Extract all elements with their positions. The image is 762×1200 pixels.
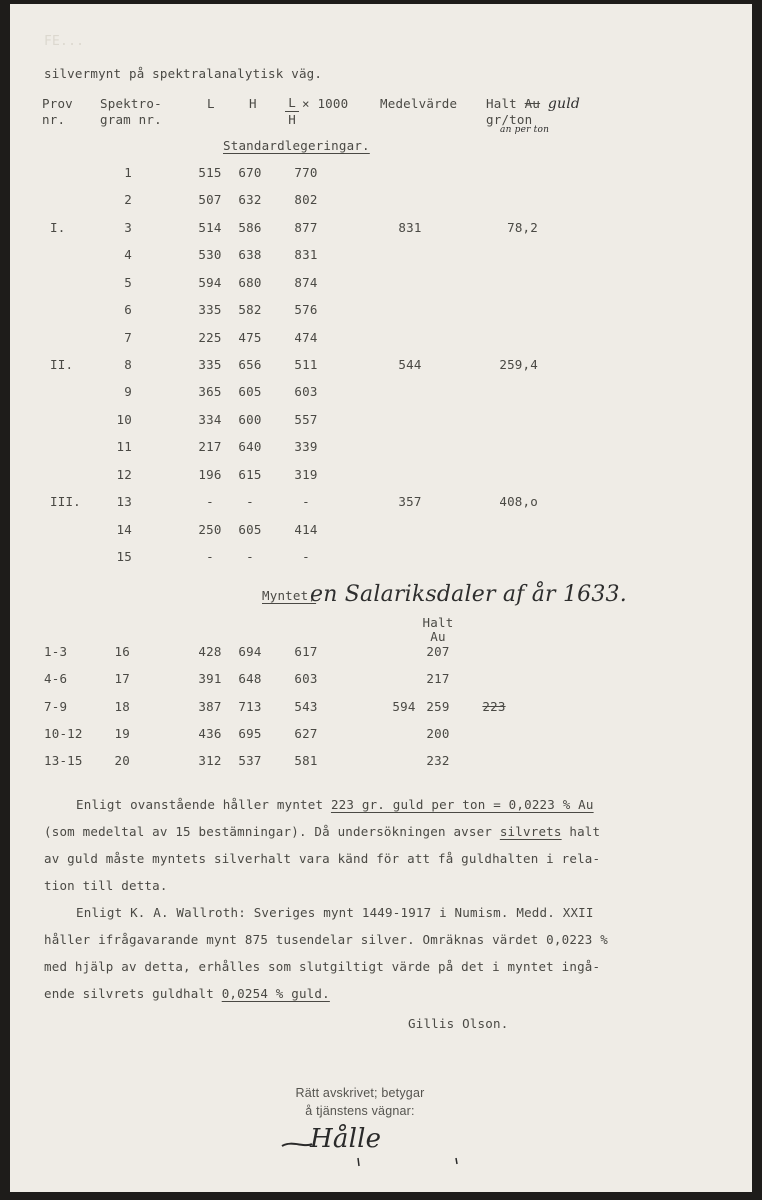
standard-row-halt-cell: 259,4 (499, 357, 538, 372)
standard-row-L-cell: 250 (198, 521, 222, 537)
header-prov: Prov nr. (42, 96, 73, 127)
standard-row-nr-cell: 4 (124, 247, 132, 263)
standard-row-H-cell: 605 (238, 521, 262, 537)
signature-stroke (278, 1132, 478, 1172)
standard-row-LH-cell: 511 (294, 357, 318, 372)
standard-row-nr-cell: 8 (124, 357, 132, 372)
header-L: L (207, 96, 215, 111)
standard-row-prov-cell: II. (50, 357, 74, 372)
section-title-myntet: Myntet, (262, 588, 317, 603)
mynt-row-medel-cell: 594 (392, 698, 416, 714)
standard-row-LH-cell: 414 (294, 521, 318, 537)
standard-row-LH-cell: - (302, 494, 310, 510)
standard-row-nr-cell: 15 (116, 549, 132, 565)
para2-line1: Enligt K. A. Wallroth: Sveriges mynt 1449-1917 i Numism. Medd. XXII (76, 905, 594, 920)
mynt-row-halt-cell: 207 (426, 644, 450, 659)
author-name: Gillis Olson. (408, 1016, 509, 1031)
mynt-row-H-cell: 648 (238, 671, 262, 687)
mynt-row-prov-cell: 10-12 (44, 725, 83, 741)
standard-row-medel-cell: 357 (398, 494, 422, 510)
intro-line: silvermynt på spektralanalytisk väg. (44, 66, 323, 81)
standard-row-H-cell: 586 (238, 219, 262, 235)
mynt-row-H-cell: 694 (238, 644, 262, 659)
standard-row-L-cell: 335 (198, 357, 222, 372)
mynt-row-prov-cell: 13-15 (44, 753, 83, 768)
para1-line1: Enligt ovanstående håller myntet 223 gr. guld per ton = 0,0223 % Au (76, 797, 594, 812)
mynt-row-halt-cell: 217 (426, 671, 450, 687)
header-times-1000: × 1000 (302, 96, 349, 111)
standard-row-nr-cell: 2 (124, 192, 132, 208)
mynt-row-prov-cell: 4-6 (44, 671, 68, 687)
mynt-halt-header: Halt Au (422, 615, 454, 644)
standard-row-LH-cell: 339 (294, 439, 318, 455)
standard-row-nr-cell: 12 (116, 466, 132, 482)
standard-row-medel-cell: 831 (398, 219, 422, 235)
certification-stamp: Rätt avskrivet; betygar å tjänstens vägnar: (295, 1086, 425, 1118)
standard-row-H-cell: 670 (238, 165, 262, 180)
standard-row-L-cell: 196 (198, 466, 222, 482)
standard-row-H-cell: 615 (238, 466, 262, 482)
standard-row-nr-cell: 11 (116, 439, 132, 455)
standard-row-LH-cell: 770 (294, 165, 318, 180)
standard-row-H-cell: 632 (238, 192, 262, 208)
standard-row-L-cell: 217 (198, 439, 222, 455)
mynt-row-struck-cell: 223 (482, 698, 506, 714)
standard-row-L-cell: 507 (198, 192, 222, 208)
standard-row-L-cell: 515 (198, 165, 222, 180)
standard-row-halt-cell: 78,2 (507, 219, 538, 235)
mynt-row-H-cell: 713 (238, 698, 262, 714)
standard-row-nr-cell: 7 (124, 329, 132, 345)
header-halt: Halt Au guld gr/ton (486, 96, 581, 127)
standard-row-medel-cell: 544 (398, 357, 422, 372)
standard-row-LH-cell: 802 (294, 192, 318, 208)
standard-row-nr-cell: 9 (124, 384, 132, 400)
standard-row-nr-cell: 10 (116, 411, 132, 427)
standard-row-L-cell: - (206, 549, 214, 565)
para2-line3: med hjälp av detta, erhålles som slutgiltigt värde på det i myntet ingå- (44, 959, 601, 974)
mynt-row-nr-cell: 18 (114, 698, 130, 714)
mynt-row-nr-cell: 17 (114, 671, 130, 687)
mynt-row-H-cell: 695 (238, 725, 262, 741)
standard-row-LH-cell: 576 (294, 302, 318, 318)
mynt-row-L-cell: 312 (198, 753, 222, 768)
standard-row-halt-cell: 408,o (499, 494, 538, 510)
mynt-row-L-cell: 391 (198, 671, 222, 687)
mynt-row-nr-cell: 16 (114, 644, 130, 659)
mynt-row-halt-cell: 259 (426, 698, 450, 714)
standard-row-nr-cell: 5 (124, 274, 132, 290)
mynt-row-LH-cell: 581 (294, 753, 318, 768)
standard-row-LH-cell: 874 (294, 274, 318, 290)
para1-line3: av guld måste myntets silverhalt vara känd för att få guldhalten i rela- (44, 851, 601, 866)
section-title-standard: Standardlegeringar. (223, 138, 370, 153)
standard-row-L-cell: 530 (198, 247, 222, 263)
standard-row-H-cell: - (246, 494, 254, 510)
standard-row-prov-cell: I. (50, 219, 66, 235)
standard-row-LH-cell: 319 (294, 466, 318, 482)
para1-line2: (som medeltal av 15 bestämningar). Då undersökningen avser silvrets halt (44, 824, 601, 839)
standard-row-nr-cell: 13 (116, 494, 132, 510)
mynt-row-LH-cell: 627 (294, 725, 318, 741)
standard-row-nr-cell: 6 (124, 302, 132, 318)
mynt-row-halt-cell: 232 (426, 753, 450, 768)
mynt-row-L-cell: 428 (198, 644, 222, 659)
standard-row-nr-cell: 14 (116, 521, 132, 537)
header-medelvarde: Medelvärde (380, 96, 458, 111)
standard-row-L-cell: 365 (198, 384, 222, 400)
mynt-row-prov-cell: 1-3 (44, 644, 68, 659)
standard-row-H-cell: 605 (238, 384, 262, 400)
standard-row-L-cell: 334 (198, 411, 222, 427)
mynt-row-H-cell: 537 (238, 753, 262, 768)
section-handwritten-note: en Salariksdaler af år 1633. (310, 582, 627, 607)
signature: Hålle (310, 1124, 382, 1154)
standard-row-prov-cell: III. (50, 494, 81, 510)
header-halt-note: an per ton (500, 125, 550, 135)
standard-row-L-cell: 594 (198, 274, 222, 290)
faded-header: FE... (44, 34, 85, 49)
standard-row-LH-cell: 603 (294, 384, 318, 400)
mynt-row-LH-cell: 603 (294, 671, 318, 687)
standard-row-LH-cell: 474 (294, 329, 318, 345)
mynt-row-nr-cell: 20 (114, 753, 130, 768)
header-spektrogram: Spektro- gram nr. (100, 96, 162, 127)
standard-row-H-cell: 680 (238, 274, 262, 290)
mynt-row-L-cell: 436 (198, 725, 222, 741)
standard-row-L-cell: - (206, 494, 214, 510)
standard-row-H-cell: - (246, 549, 254, 565)
mynt-row-LH-cell: 617 (294, 644, 318, 659)
header-H: H (249, 96, 257, 111)
para2-line2: håller ifrågavarande mynt 875 tusendelar silver. Omräknas värdet 0,0223 % (44, 932, 608, 947)
mynt-row-halt-cell: 200 (426, 725, 450, 741)
standard-row-LH-cell: 557 (294, 411, 318, 427)
mynt-row-prov-cell: 7-9 (44, 698, 68, 714)
standard-row-LH-cell: 831 (294, 247, 318, 263)
standard-row-H-cell: 475 (238, 329, 262, 345)
document-page (10, 4, 752, 1192)
standard-row-L-cell: 335 (198, 302, 222, 318)
standard-row-LH-cell: 877 (294, 219, 318, 235)
standard-row-H-cell: 638 (238, 247, 262, 263)
standard-row-LH-cell: - (302, 549, 310, 565)
standard-row-H-cell: 582 (238, 302, 262, 318)
para2-line4: ende silvrets guldhalt 0,0254 % guld. (44, 986, 330, 1001)
standard-row-L-cell: 225 (198, 329, 222, 345)
mynt-row-nr-cell: 19 (114, 725, 130, 741)
standard-row-L-cell: 514 (198, 219, 222, 235)
header-fraction: L H (285, 96, 299, 127)
standard-row-nr-cell: 1 (124, 165, 132, 180)
standard-row-nr-cell: 3 (124, 219, 132, 235)
standard-row-H-cell: 656 (238, 357, 262, 372)
para1-line4: tion till detta. (44, 878, 168, 893)
standard-row-H-cell: 640 (238, 439, 262, 455)
mynt-row-LH-cell: 543 (294, 698, 318, 714)
mynt-row-L-cell: 387 (198, 698, 222, 714)
standard-row-H-cell: 600 (238, 411, 262, 427)
